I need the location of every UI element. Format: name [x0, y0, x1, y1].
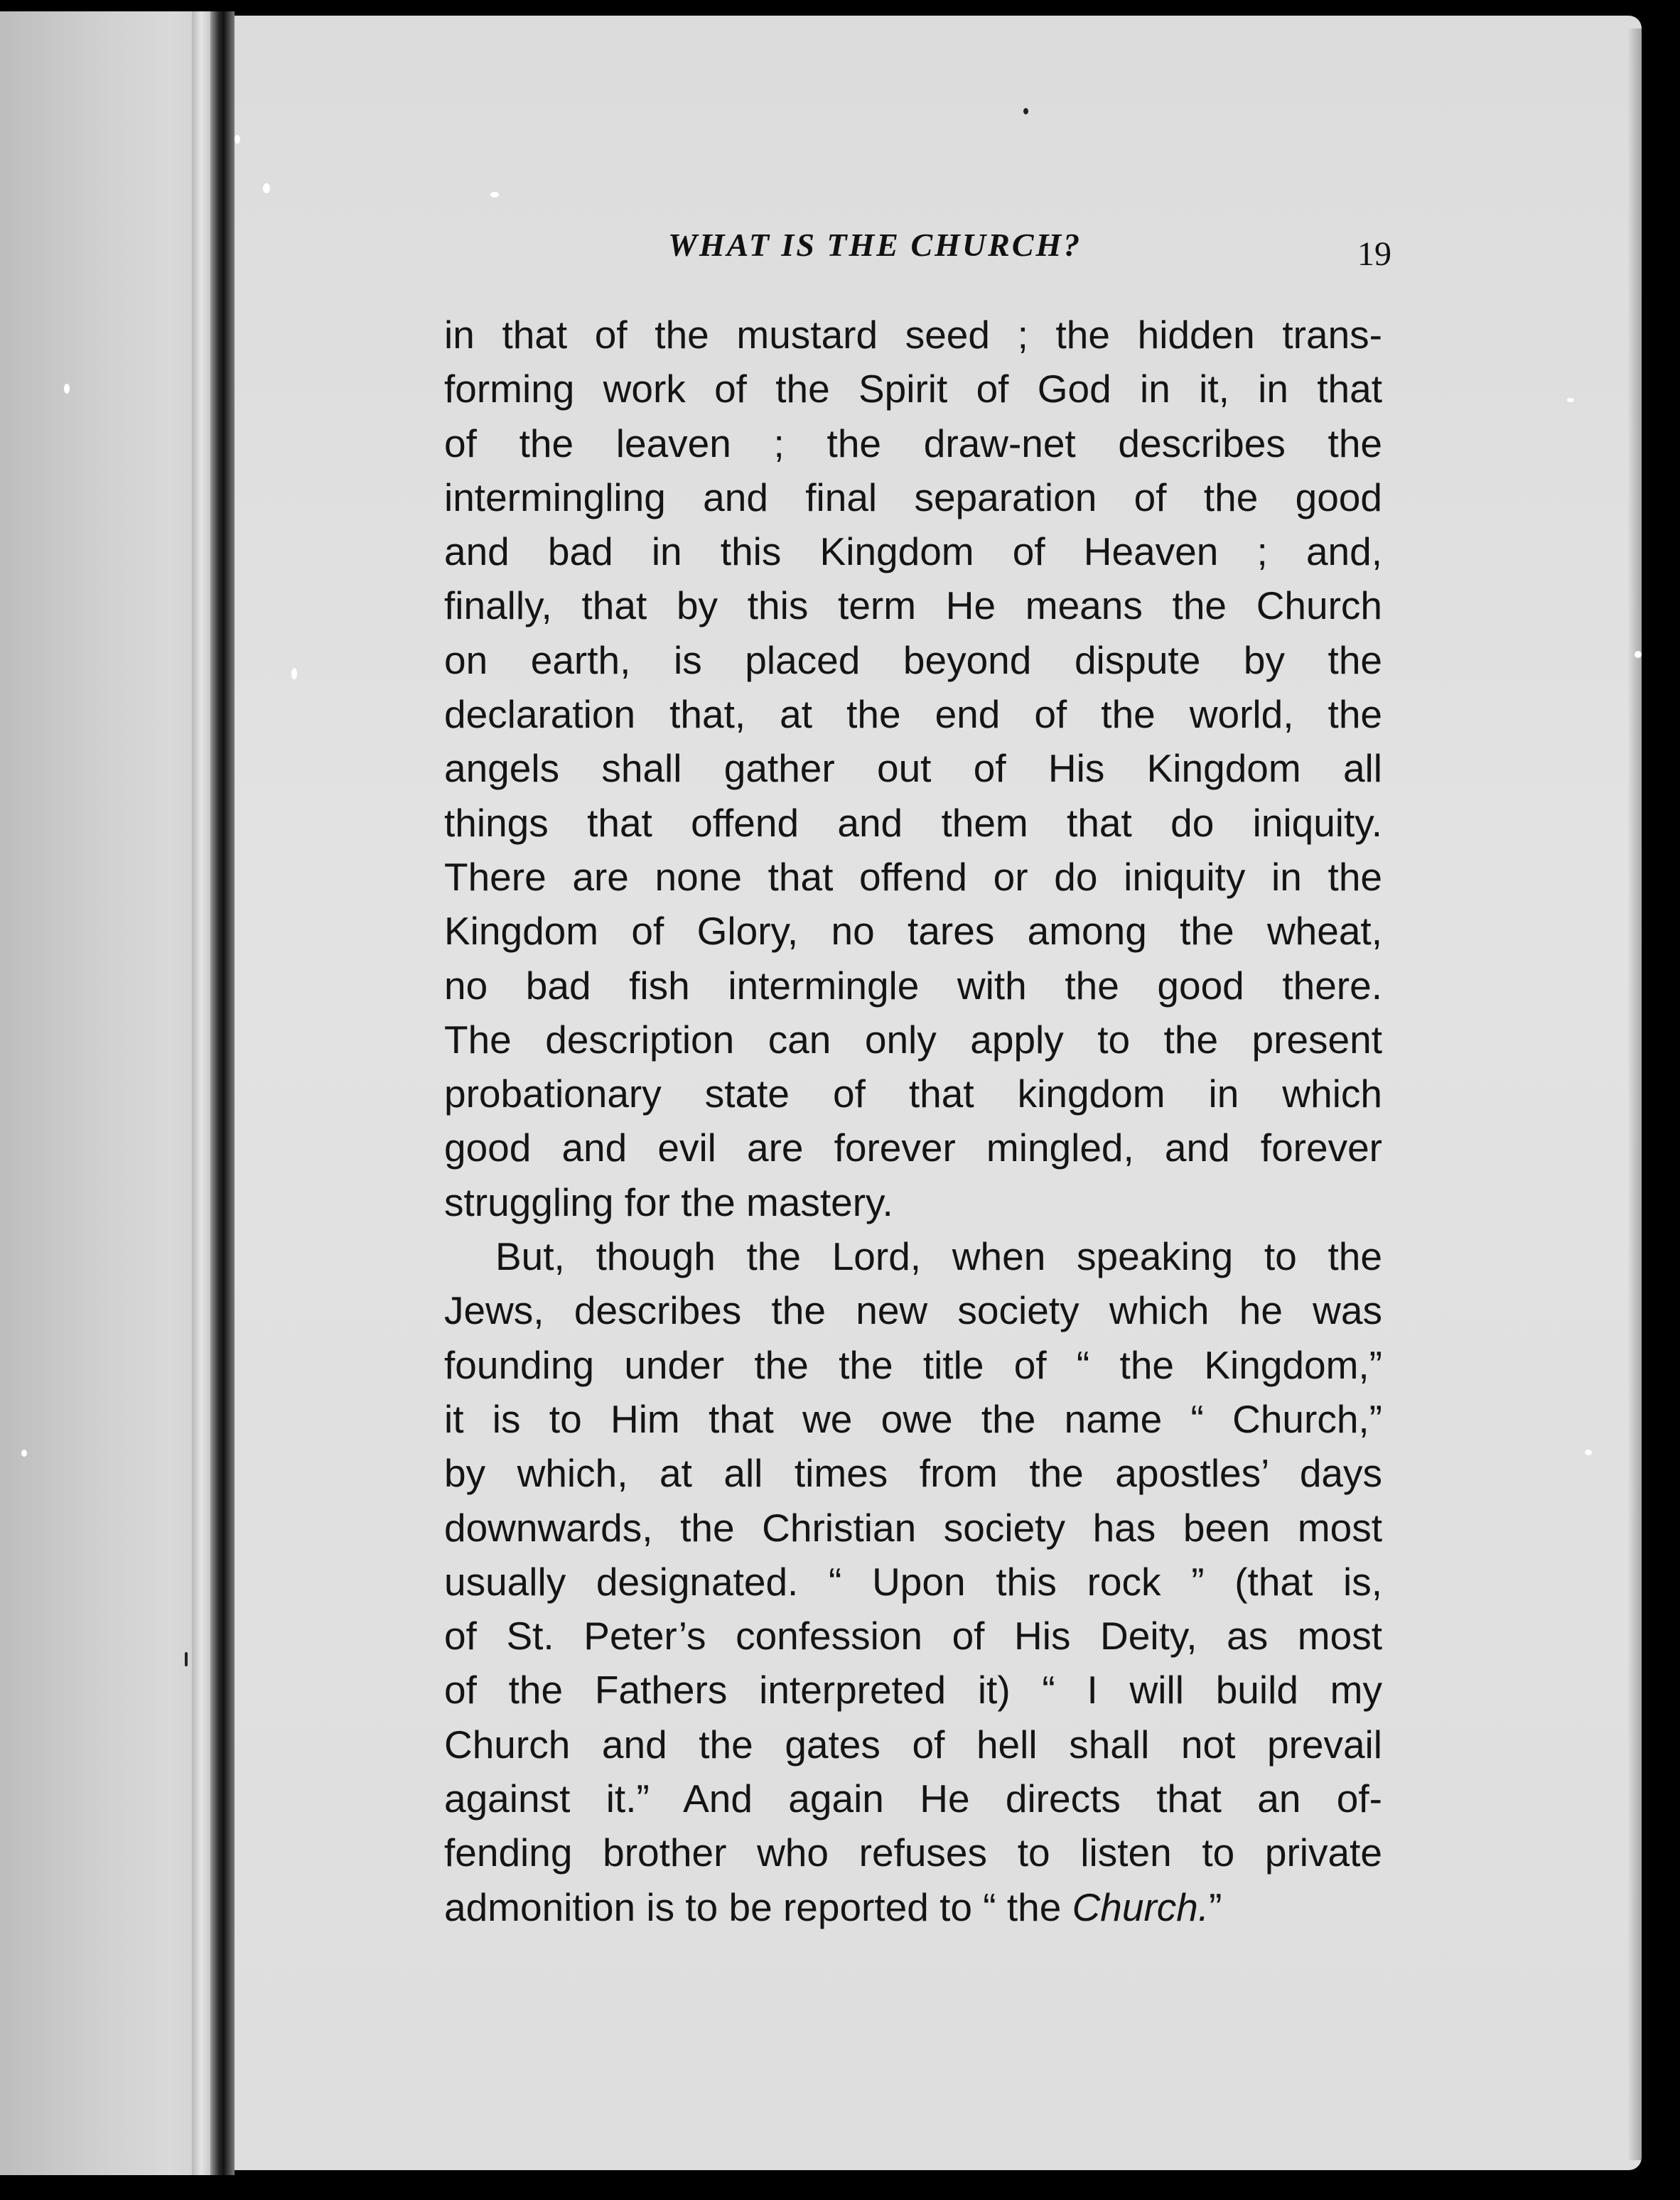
text-line: usually designated. “ Upon this rock ” (that is, — [444, 1559, 1382, 1604]
dust-speck — [263, 183, 270, 193]
book-gutter — [210, 11, 235, 2175]
dust-speck — [1585, 1450, 1592, 1455]
text-line: of the leaven ; the draw-net describes the — [444, 421, 1382, 465]
paragraph-2 — [444, 1229, 1382, 1934]
text-line: There are none that offend or do iniquity in the — [444, 854, 1382, 899]
text-line: Jews, describes the new society which he was — [444, 1288, 1382, 1333]
text-line: on earth, is placed beyond dispute by the — [444, 637, 1382, 682]
text-line: of St. Peter’s confession of His Deity, as most — [444, 1614, 1382, 1659]
page-number: 19 — [1357, 235, 1391, 273]
text-line: it is to Him that we owe the name “ Church,” — [444, 1396, 1382, 1441]
text-line: no bad fish intermingle with the good there. — [444, 963, 1382, 1008]
text-line: angels shall gather out of His Kingdom all — [444, 746, 1382, 791]
final-line-suffix: ” — [1209, 1884, 1222, 1929]
text-line: struggling for the mastery. — [444, 1180, 893, 1224]
text-line: Kingdom of Glory, no tares among the wheat, — [444, 909, 1382, 954]
dust-speck — [1635, 651, 1642, 658]
dust-speck — [21, 1450, 27, 1457]
body-text — [444, 308, 1382, 1934]
page-edge-shadow — [1627, 28, 1642, 2160]
text-line: probationary state of that kingdom in which — [444, 1072, 1382, 1116]
text-line: forming work of the Spirit of God in it, in that — [444, 367, 1382, 411]
text-line: and bad in this Kingdom of Heaven ; and, — [444, 529, 1382, 574]
paragraph-1 — [444, 308, 1382, 1229]
dust-speck — [235, 135, 240, 144]
text-line: declaration that, at the end of the world, the — [444, 692, 1382, 737]
dust-speck — [490, 192, 499, 198]
text-line: finally, that by this term He means the Church — [444, 583, 1382, 628]
dust-speck — [64, 384, 70, 394]
text-line: against it.” And again He directs that an of- — [444, 1776, 1382, 1821]
dust-speck — [291, 668, 297, 679]
left-page-fold — [192, 11, 210, 2175]
text-line-final — [444, 1880, 1382, 1934]
text-line: intermingling and final separation of the good — [444, 475, 1382, 519]
final-line-prefix: admonition is to be reported to “ the — [444, 1884, 1072, 1929]
text-line: in that of the mustard seed ; the hidden trans- — [444, 313, 1382, 357]
text-line: founding under the the title of “ the Kingdom,” — [444, 1342, 1382, 1387]
dust-speck-dark — [1023, 108, 1028, 114]
text-line: Church and the gates of hell shall not prevail — [444, 1722, 1382, 1767]
text-line: downwards, the Christian society has been most — [444, 1505, 1382, 1550]
text-line: The description can only apply to the present — [444, 1017, 1382, 1062]
text-line: good and evil are forever mingled, and forever — [444, 1126, 1382, 1170]
dust-speck — [1567, 398, 1574, 402]
final-line-italic: Church. — [1072, 1884, 1210, 1929]
left-facing-page-edge — [0, 11, 213, 2175]
text-line: things that offend and them that do iniquity. — [444, 800, 1382, 845]
running-head: WHAT IS THE CHURCH? — [668, 227, 1082, 263]
text-line: fending brother who refuses to listen to private — [444, 1830, 1382, 1875]
text-line: by which, at all times from the apostles’ days — [444, 1451, 1382, 1496]
dust-speck-dark — [185, 1652, 188, 1666]
text-line: But, though the Lord, when speaking to the — [495, 1234, 1382, 1279]
text-line: of the Fathers interpreted it) “ I will build my — [444, 1668, 1382, 1713]
